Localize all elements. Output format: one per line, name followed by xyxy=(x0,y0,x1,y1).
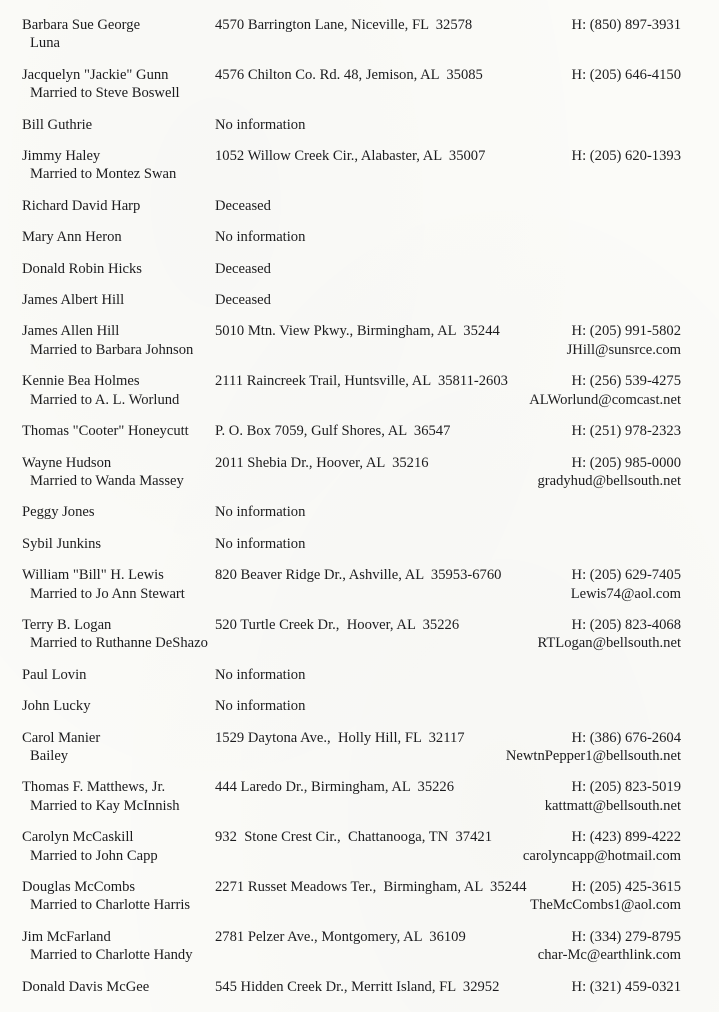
entry-name: Sybil Junkins xyxy=(22,535,102,552)
entry-name: Carolyn McCaskill xyxy=(22,829,134,846)
entry-home-phone: H: (205) 646-4150 xyxy=(571,66,681,83)
entry-name-column xyxy=(22,260,215,278)
entry-home-phone: H: (251) 978-2323 xyxy=(571,423,681,440)
entry-name-second-line: Married to Ruthanne DeShazo xyxy=(30,635,208,652)
entry-contact-column xyxy=(501,566,681,603)
entry-name-column xyxy=(22,454,215,491)
entry-name-column xyxy=(22,372,215,409)
entry-home-phone: H: (321) 459-0321 xyxy=(571,978,681,995)
entry-name: Kennie Bea Holmes xyxy=(22,373,140,390)
entry-address: 5010 Mtn. View Pkwy., Birmingham, AL 35244 xyxy=(215,323,500,340)
entry-name: Jimmy Haley xyxy=(22,148,101,165)
directory-entry xyxy=(22,260,681,278)
directory-entry xyxy=(22,16,681,53)
entry-contact-column xyxy=(499,978,681,996)
directory-entry xyxy=(22,535,681,553)
entry-home-phone: H: (256) 539-4275 xyxy=(571,373,681,390)
entry-contact-column xyxy=(459,616,681,653)
entry-name-second-line: Married to Montez Swan xyxy=(30,166,177,183)
entry-contact-column xyxy=(466,928,681,965)
entry-name: James Albert Hill xyxy=(22,292,125,309)
directory-entry xyxy=(22,978,681,996)
entry-name: James Allen Hill xyxy=(22,323,120,340)
entry-name-column xyxy=(22,828,215,865)
entry-contact-column xyxy=(527,878,681,915)
directory-entry xyxy=(22,147,681,184)
entry-home-phone: H: (205) 823-4068 xyxy=(571,616,681,633)
entry-address: 444 Laredo Dr., Birmingham, AL 35226 xyxy=(215,779,455,796)
entry-name: Carol Manier xyxy=(22,729,101,746)
directory-entry xyxy=(22,197,681,215)
entry-name-second-line: Married to Wanda Massey xyxy=(30,472,184,489)
entry-name-column xyxy=(22,16,215,53)
entry-home-phone: H: (205) 620-1393 xyxy=(571,148,681,165)
entry-address: 545 Hidden Creek Dr., Merritt Island, FL 32952 xyxy=(215,978,500,995)
entry-contact-column xyxy=(485,147,681,165)
entry-name: Mary Ann Heron xyxy=(22,229,122,246)
entry-name-second-line: Married to Charlotte Handy xyxy=(30,947,193,964)
directory-entry xyxy=(22,666,681,684)
entry-name-column xyxy=(22,503,215,521)
entry-name-second-line: Married to John Capp xyxy=(30,847,158,864)
entry-name-column xyxy=(22,697,215,715)
entry-address: No information xyxy=(215,535,306,552)
entry-home-phone: H: (205) 991-5802 xyxy=(571,323,681,340)
entry-address: 820 Beaver Ridge Dr., Ashville, AL 35953-6760 xyxy=(215,567,502,584)
entry-name: Paul Lovin xyxy=(22,666,87,683)
entry-contact-column xyxy=(465,729,681,766)
entry-address: No information xyxy=(215,116,306,133)
entry-name: John Lucky xyxy=(22,698,91,715)
entry-address: 1052 Willow Creek Cir., Alabaster, AL 35007 xyxy=(215,148,486,165)
entry-name-column xyxy=(22,228,215,246)
entry-address: 520 Turtle Creek Dr., Hoover, AL 35226 xyxy=(215,616,460,633)
entry-contact-column xyxy=(451,454,681,491)
entry-name-column xyxy=(22,878,215,915)
entry-name-column xyxy=(22,66,215,103)
entry-home-phone: H: (205) 425-3615 xyxy=(571,879,681,895)
directory-entry xyxy=(22,322,681,359)
directory-entry xyxy=(22,454,681,491)
entry-name: Wayne Hudson xyxy=(22,454,112,471)
directory-entry xyxy=(22,66,681,103)
entry-address: 2781 Pelzer Ave., Montgomery, AL 36109 xyxy=(215,928,466,945)
entry-name: Jim McFarland xyxy=(22,928,111,945)
entry-home-phone: H: (205) 629-7405 xyxy=(571,567,681,584)
entry-home-phone: H: (205) 823-5019 xyxy=(571,779,681,796)
entry-address: No information xyxy=(215,666,306,683)
entry-name-column xyxy=(22,197,215,215)
entry-home-phone: H: (423) 899-4222 xyxy=(571,829,681,846)
entry-contact-column xyxy=(483,66,681,84)
entry-email: Lewis74@aol.com xyxy=(570,585,681,602)
entry-address: Deceased xyxy=(215,292,271,309)
directory-entry xyxy=(22,616,681,653)
entry-contact-column xyxy=(500,322,681,359)
entry-address: 2111 Raincreek Trail, Huntsville, AL 35811-2603 xyxy=(215,373,508,390)
entry-home-phone: H: (205) 985-0000 xyxy=(571,454,681,471)
directory-entry xyxy=(22,729,681,766)
entry-name-column xyxy=(22,666,215,684)
entry-name-second-line: Luna xyxy=(30,35,60,52)
entry-name: Donald Davis McGee xyxy=(22,978,150,995)
entry-name-column xyxy=(22,778,215,815)
directory-entry xyxy=(22,503,681,521)
entry-contact-column xyxy=(454,778,681,815)
entry-name-column xyxy=(22,147,215,184)
entry-name: Barbara Sue George xyxy=(22,17,141,33)
directory-entry xyxy=(22,878,681,915)
directory-entry xyxy=(22,291,681,309)
entry-address: Deceased xyxy=(215,197,271,214)
entry-home-phone: H: (334) 279-8795 xyxy=(571,928,681,945)
entry-address: 4576 Chilton Co. Rd. 48, Jemison, AL 35085 xyxy=(215,66,483,83)
entry-contact-column xyxy=(472,16,681,34)
directory-entry xyxy=(22,828,681,865)
directory-entry xyxy=(22,116,681,134)
entry-address: 2011 Shebia Dr., Hoover, AL 35216 xyxy=(215,454,429,471)
entry-home-phone: H: (386) 676-2604 xyxy=(571,729,681,746)
entry-name-second-line: Bailey xyxy=(30,747,69,764)
entry-name-second-line: Married to Kay McInnish xyxy=(30,797,180,814)
directory-list xyxy=(22,16,681,996)
entry-home-phone: H: (850) 897-3931 xyxy=(571,17,681,33)
entry-name: Donald Robin Hicks xyxy=(22,260,142,277)
entry-email: TheMcCombs1@aol.com xyxy=(530,897,681,914)
entry-name-column xyxy=(22,566,215,603)
entry-email: kattmatt@bellsouth.net xyxy=(544,797,681,814)
entry-email: JHill@sunsrce.com xyxy=(566,341,681,358)
directory-entry xyxy=(22,697,681,715)
entry-name: Terry B. Logan xyxy=(22,616,112,633)
entry-name-column xyxy=(22,978,215,996)
entry-address: 2271 Russet Meadows Ter., Birmingham, AL 35244 xyxy=(215,879,527,895)
entry-name: Jacquelyn "Jackie" Gunn xyxy=(22,66,169,83)
entry-name: Thomas F. Matthews, Jr. xyxy=(22,779,166,796)
entry-name-column xyxy=(22,322,215,359)
entry-address: P. O. Box 7059, Gulf Shores, AL 36547 xyxy=(215,423,451,440)
entry-email: gradyhud@bellsouth.net xyxy=(537,472,681,489)
entry-name-second-line: Married to Barbara Johnson xyxy=(30,341,194,358)
entry-name: Thomas "Cooter" Honeycutt xyxy=(22,423,189,440)
entry-name: Richard David Harp xyxy=(22,197,141,214)
entry-name-column xyxy=(22,422,215,440)
entry-name: Douglas McCombs xyxy=(22,879,136,895)
entry-name: William "Bill" H. Lewis xyxy=(22,567,164,584)
directory-entry xyxy=(22,228,681,246)
entry-name-column xyxy=(22,116,215,134)
entry-name-second-line: Married to Charlotte Harris xyxy=(30,897,191,914)
entry-name-column xyxy=(22,616,215,653)
entry-name: Peggy Jones xyxy=(22,504,95,521)
directory-entry xyxy=(22,372,681,409)
entry-email: carolyncapp@hotmail.com xyxy=(522,847,681,864)
entry-name: Bill Guthrie xyxy=(22,116,93,133)
entry-name-column xyxy=(22,291,215,309)
entry-name-column xyxy=(22,729,215,766)
entry-contact-column xyxy=(508,372,681,409)
entry-email: RTLogan@bellsouth.net xyxy=(537,635,681,652)
directory-entry xyxy=(22,928,681,965)
entry-contact-column xyxy=(451,422,681,440)
entry-email: ALWorlund@comcast.net xyxy=(529,391,681,408)
entry-name-column xyxy=(22,535,215,553)
entry-name-second-line: Married to Steve Boswell xyxy=(30,85,180,102)
entry-address: No information xyxy=(215,698,306,715)
entry-email: char-Mc@earthlink.com xyxy=(537,947,681,964)
entry-address: 1529 Daytona Ave., Holly Hill, FL 32117 xyxy=(215,729,465,746)
entry-email: NewtnPepper1@bellsouth.net xyxy=(505,747,681,764)
entry-name-second-line: Married to Jo Ann Stewart xyxy=(30,585,185,602)
directory-entry xyxy=(22,566,681,603)
entry-address: 4570 Barrington Lane, Niceville, FL 32578 xyxy=(215,17,473,33)
entry-name-second-line: Married to A. L. Worlund xyxy=(30,391,180,408)
entry-contact-column xyxy=(492,828,681,865)
entry-address: No information xyxy=(215,504,306,521)
directory-entry xyxy=(22,778,681,815)
directory-entry xyxy=(22,422,681,440)
entry-address: 932 Stone Crest Cir., Chattanooga, TN 37421 xyxy=(215,829,492,846)
entry-address: Deceased xyxy=(215,260,271,277)
entry-address: No information xyxy=(215,229,306,246)
entry-name-column xyxy=(22,928,215,965)
